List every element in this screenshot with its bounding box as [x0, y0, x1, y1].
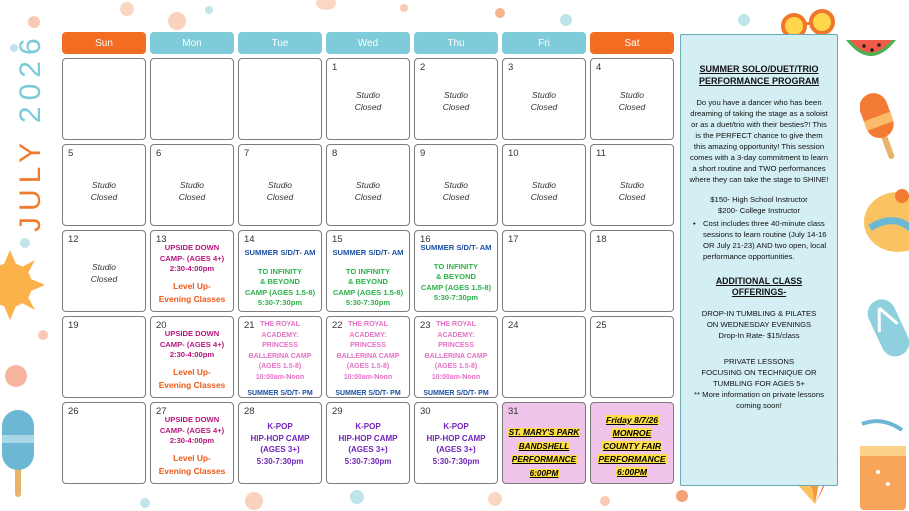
event-monroe-county-fair[interactable]: Friday 8/7/26 MONROE COUNTY FAIR PERFORMANCE 6:00PM: [598, 415, 666, 477]
day-cell-8[interactable]: [326, 144, 410, 226]
day-cell-27[interactable]: [150, 402, 234, 484]
day-cell-19[interactable]: [62, 316, 146, 398]
studio-closed-label: Studio Closed: [530, 90, 558, 112]
day-cell-4[interactable]: [590, 58, 674, 140]
event-royal-academy-camp[interactable]: THE ROYAL ACADEMY: PRINCESS BALLERINA CAMP (AGES 1.5-8) 10:00am-Noon: [336, 321, 400, 381]
day-number: 12: [68, 234, 79, 245]
month-label: JULY: [14, 137, 47, 232]
event-level-up[interactable]: Level Up- Evening Classes: [158, 366, 226, 390]
day-cell-6[interactable]: [150, 144, 234, 226]
event-level-up[interactable]: Level Up- Evening Classes: [158, 452, 226, 476]
weekday-fri: Fri: [502, 32, 586, 54]
day-cell-empty: [150, 58, 234, 140]
day-number: 13: [156, 234, 167, 245]
studio-closed-label: Studio Closed: [618, 90, 646, 112]
weekday-thu: Thu: [414, 32, 498, 54]
day-number: 24: [508, 320, 519, 331]
weekday-sat: Sat: [590, 32, 674, 54]
day-number: 28: [244, 406, 255, 417]
day-number: 22: [332, 320, 343, 331]
day-number: 5: [68, 148, 74, 159]
event-upside-down-camp[interactable]: UPSIDE DOWN CAMP- (AGES 4+) 2:30-4:00pm: [159, 415, 225, 446]
day-number: 6: [156, 148, 162, 159]
confetti-dot: [560, 14, 572, 26]
event-summer-sdt-am[interactable]: SUMMER S/D/T- AM: [244, 248, 316, 257]
price-college: $200- College Instructor: [717, 206, 801, 215]
event-summer-sdt-pm[interactable]: SUMMER S/D/T- PM: [423, 390, 489, 397]
event-summer-sdt-am[interactable]: SUMMER S/D/T- AM: [332, 248, 404, 257]
day-number: 20: [156, 320, 167, 331]
day-cell-28[interactable]: [238, 402, 322, 484]
day-number: 26: [68, 406, 79, 417]
program-intro: Do you have a dancer who has been dreaming of taking the stage as a soloist or as a duet/trio with their besties?! This is the PERFECT chance to give them this amazing opportunity! This session comes with a 3-day commitment to learn a short routine and TWO performances where they can take the stage to SHINE!: [689, 98, 829, 184]
day-number: 11: [596, 148, 606, 159]
confetti-dot: [738, 14, 750, 26]
event-royal-academy-camp[interactable]: THE ROYAL ACADEMY: PRINCESS BALLERINA CAMP (AGES 1.5-8) 10:00am-Noon: [248, 321, 312, 381]
event-summer-sdt-pm[interactable]: SUMMER S/D/T- PM: [335, 390, 401, 397]
day-cell-26[interactable]: [62, 402, 146, 484]
popsicle-icon: [860, 88, 900, 163]
day-number: 25: [596, 320, 607, 331]
day-cell-5[interactable]: [62, 144, 146, 226]
dropin-line-2: ON WEDNESDAY EVENINGS: [706, 320, 812, 329]
day-cell-14[interactable]: [238, 230, 322, 312]
day-cell-21[interactable]: [238, 316, 322, 398]
private-line-1: PRIVATE LESSONS: [723, 357, 795, 366]
event-to-infinity-camp[interactable]: TO INFINITY & BEYOND CAMP (AGES 1.5-8) 5:30-7:30pm: [420, 261, 492, 303]
weekday-tue: Tue: [238, 32, 322, 54]
day-number: 14: [244, 234, 255, 245]
day-number: 17: [508, 234, 519, 245]
studio-closed-label: Studio Closed: [354, 180, 382, 202]
popsicle-icon: [0, 405, 40, 500]
dropin-rate: Drop-In Rate- $15/class: [718, 331, 800, 340]
day-cell-22[interactable]: [326, 316, 410, 398]
day-cell-empty: [238, 58, 322, 140]
weekday-mon: Mon: [150, 32, 234, 54]
program-info-panel: [680, 34, 838, 486]
event-summer-sdt-pm[interactable]: SUMMER S/D/T- PM: [247, 390, 313, 397]
day-number: 1: [332, 62, 338, 73]
year-label: 2026: [14, 32, 47, 124]
weekday-sun: Sun: [62, 32, 146, 54]
day-cell-7[interactable]: [238, 144, 322, 226]
day-cell-12[interactable]: [62, 230, 146, 312]
sun-icon: [0, 240, 60, 330]
cocktail-icon: [852, 418, 909, 511]
day-cell-16[interactable]: [414, 230, 498, 312]
sun-hat-icon: [858, 180, 909, 260]
event-to-infinity-camp[interactable]: TO INFINITY & BEYOND CAMP (AGES 1.5-8) 5:30-7:30pm: [332, 266, 404, 308]
private-line-2: FOCUSING ON TECHNIQUE OR: [701, 368, 817, 377]
dropin-line-1: DROP-IN TUMBLING & PILATES: [701, 309, 817, 318]
confetti-dot: [38, 330, 48, 340]
confetti-dot: [140, 498, 150, 508]
day-number: 8: [332, 148, 338, 159]
day-number: 4: [596, 62, 602, 73]
event-summer-sdt-am[interactable]: SUMMER S/D/T- AM: [420, 243, 492, 252]
studio-closed-label: Studio Closed: [354, 90, 382, 112]
studio-closed-label: Studio Closed: [178, 180, 206, 202]
studio-closed-label: Studio Closed: [442, 90, 470, 112]
day-number: 19: [68, 320, 79, 331]
day-cell-2[interactable]: [414, 58, 498, 140]
day-number: 7: [244, 148, 250, 159]
private-line-4: ** More information on private lessons coming soon!: [694, 390, 824, 410]
event-kpop-camp[interactable]: K-POP HIP-HOP CAMP (AGES 3+) 5:30-7:30pm: [250, 422, 310, 466]
day-cell-31[interactable]: [502, 402, 586, 484]
event-kpop-camp[interactable]: K-POP HIP-HOP CAMP (AGES 3+) 5:30-7:30pm: [426, 422, 486, 466]
event-upside-down-camp[interactable]: UPSIDE DOWN CAMP- (AGES 4+) 2:30-4:00pm: [159, 329, 225, 360]
confetti-dot: [495, 8, 505, 18]
day-number: 21: [244, 320, 255, 331]
confetti-dot: [168, 12, 186, 30]
day-cell-17[interactable]: [502, 230, 586, 312]
day-cell-30[interactable]: [414, 402, 498, 484]
day-cell-15[interactable]: [326, 230, 410, 312]
studio-closed-label: Studio Closed: [442, 180, 470, 202]
day-number: 15: [332, 234, 343, 245]
studio-closed-label: Studio Closed: [530, 180, 558, 202]
event-to-infinity-camp[interactable]: TO INFINITY & BEYOND CAMP (AGES 1.5-8) 5:30-7:30pm: [244, 266, 316, 308]
day-number: 23: [420, 320, 431, 331]
flip-flop-icon: [866, 292, 909, 362]
studio-closed-label: Studio Closed: [618, 180, 646, 202]
studio-closed-label: Studio Closed: [90, 180, 118, 202]
day-number: 3: [508, 62, 514, 73]
confetti-dot: [400, 4, 408, 12]
confetti-dot: [600, 496, 610, 506]
day-cell-9[interactable]: [414, 144, 498, 226]
day-cell-10[interactable]: [502, 144, 586, 226]
confetti-dot: [316, 0, 336, 10]
day-cell-25[interactable]: [590, 316, 674, 398]
day-cell-18[interactable]: [590, 230, 674, 312]
day-number: 2: [420, 62, 426, 73]
watermelon-icon: [842, 10, 900, 62]
day-number: 10: [508, 148, 519, 159]
cost-details: • Cost includes three 40-minute class sessions to learn routine (July 14-16 OR July 21-23) AND two open, local performance opportunities.: [689, 218, 829, 262]
event-level-up[interactable]: Level Up- Evening Classes: [158, 280, 226, 304]
studio-closed-label: Studio Closed: [266, 180, 294, 202]
day-cell-11[interactable]: [590, 144, 674, 226]
event-st-marys-performance[interactable]: ST. MARY'S PARK BANDSHELL PERFORMANCE 6:00PM: [508, 428, 580, 478]
confetti-dot: [28, 16, 40, 28]
price-high-school: $150- High School Instructor: [710, 195, 808, 204]
day-number: 29: [332, 406, 343, 417]
day-number: 9: [420, 148, 426, 159]
confetti-dot: [245, 492, 263, 510]
day-cell-1[interactable]: [326, 58, 410, 140]
studio-closed-label: Studio Closed: [90, 262, 118, 284]
weekday-wed: Wed: [326, 32, 410, 54]
day-cell-24[interactable]: [502, 316, 586, 398]
confetti-dot: [350, 490, 364, 504]
month-year-title: [14, 32, 48, 232]
day-number: 18: [596, 234, 607, 245]
day-cell-13[interactable]: [150, 230, 234, 312]
day-cell-29[interactable]: [326, 402, 410, 484]
confetti-dot: [488, 492, 502, 506]
event-royal-academy-camp[interactable]: THE ROYAL ACADEMY: PRINCESS BALLERINA CAMP (AGES 1.5-8) 10:00am-Noon: [424, 321, 488, 381]
additional-offerings-title: ADDITIONAL CLASS OFFERINGS-: [715, 276, 803, 297]
confetti-dot: [5, 365, 27, 387]
confetti-dot: [676, 490, 688, 502]
day-cell-23[interactable]: [414, 316, 498, 398]
day-number: 30: [420, 406, 431, 417]
day-number: 27: [156, 406, 167, 417]
confetti-dot: [120, 2, 134, 16]
day-number: 31: [508, 406, 519, 417]
day-cell-3[interactable]: [502, 58, 586, 140]
event-kpop-camp[interactable]: K-POP HIP-HOP CAMP (AGES 3+) 5:30-7:30pm: [338, 422, 398, 466]
confetti-dot: [205, 6, 213, 14]
event-upside-down-camp[interactable]: UPSIDE DOWN CAMP- (AGES 4+) 2:30-4:00pm: [159, 243, 225, 274]
monroe-fair-cell[interactable]: [590, 402, 674, 484]
private-line-3: TUMBLING FOR AGES 5+: [712, 379, 806, 388]
program-title: SUMMER SOLO/DUET/TRIO PERFORMANCE PROGRAM: [698, 64, 819, 86]
day-cell-empty: [62, 58, 146, 140]
day-number: 16: [420, 234, 431, 245]
day-cell-20[interactable]: [150, 316, 234, 398]
